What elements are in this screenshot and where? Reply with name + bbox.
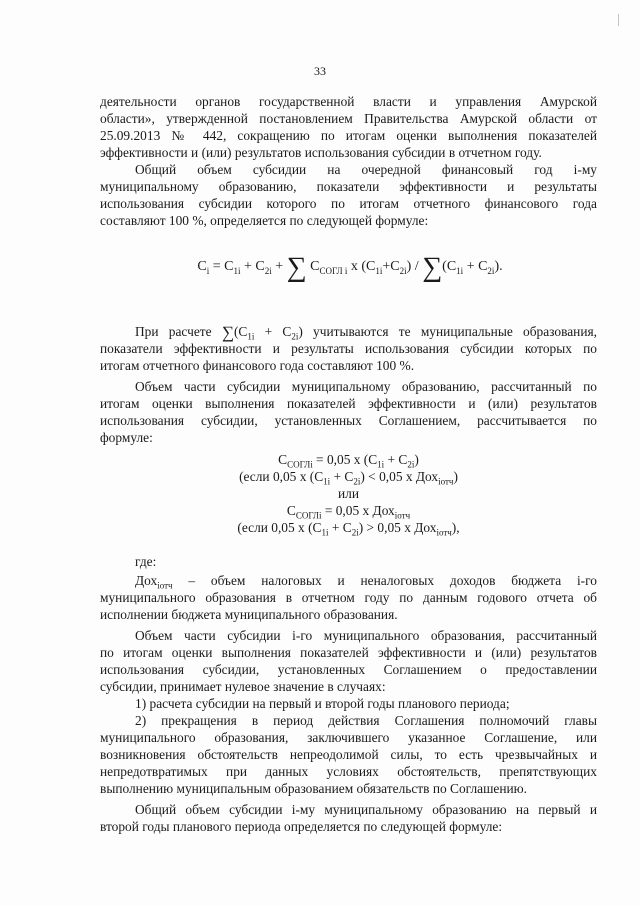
page-number: 33 [314, 64, 326, 78]
paragraph-line: муниципальному образованию, показатели эффективности и результаты [100, 179, 597, 194]
paragraph-line: муниципального образования, заключившего указанное Соглашение, или [100, 730, 597, 745]
list-item: 2) прекращения в период действия Соглашения полномочий главы [135, 713, 597, 728]
paragraph-line: 25.09.2013 № 442, сокращению по итогам оценки выполнения показателей [100, 128, 597, 143]
paragraph-line: показатели эффективности и результаты использования субсидии которых по [100, 341, 597, 356]
paragraph-line: использования субсидии, установленных Соглашением о предоставлении [100, 662, 597, 677]
paragraph-line: Общий объем субсидии на очередной финансовый год i-му [135, 162, 597, 177]
list-item: 1) расчета субсидии на первый и второй годы планового периода; [135, 696, 510, 711]
paragraph-line: использования субсидии, установленных Соглашением, рассчитывается по [100, 413, 597, 428]
formula-line: $C_{СОГЛi} = 0,05$ x Дох$_{iотч}$ [286, 503, 411, 521]
paragraph-line: Объем части субсидии i-го муниципального образования, рассчитанный [135, 628, 597, 643]
paragraph-line: составляют 100 %, определяется по следующей формуле: [100, 213, 429, 228]
paragraph-line: Дох$_{iотч}$ – объем налоговых и неналоговых доходов бюджета i-го [135, 573, 597, 591]
sigma-symbol: ∑ [221, 323, 234, 342]
paragraph-line: Объем части субсидии муниципальному образованию, рассчитанный по [135, 379, 597, 394]
paragraph-line: второй годы планового периода определяется по следующей формуле: [100, 819, 503, 834]
formula-line: (если 0,05 x $(C_{1i} + C_{2i}) < 0,05$ x Дох$_{iотч}$) [239, 469, 458, 487]
where-label: где: [135, 554, 157, 569]
paragraph-line: итогам оценки выполнения показателей эффективности и (или) результатов [100, 396, 597, 411]
paragraph-line: субсидии, принимает нулевое значение в случаях: [100, 679, 386, 694]
paragraph-line: выполнению муниципальным образованием обязательств по Соглашению. [100, 781, 528, 796]
scan-mark [618, 14, 619, 26]
paragraph-line: При расчете $\sum(C_{1i} + C_{2i})$ учитываются те муниципальные образования, [135, 323, 597, 342]
paragraph-line: эффективности и (или) результатов использования субсидии в отчетном году. [100, 145, 542, 160]
paragraph-line: муниципального образования в отчетном году по данным годового отчета об [100, 590, 597, 605]
paragraph-line: исполнении бюджета муниципального образования. [100, 607, 398, 622]
formula-line: $C_{СОГЛi} = 0,05$ x $(C_{1i} + C_{2i})$ [278, 452, 419, 470]
main-formula: $C_i = C_{1i} + C_{2i}$ + ∑ $C_{СОГЛ i}$ x $(C_{1i}+C_{2i}) / \sum(C_{1i} + C_{2i})$. [197, 252, 503, 283]
paragraph-line: деятельности органов государственной власти и управления Амурской [100, 94, 597, 109]
paragraph-line: по итогам оценки выполнения показателей эффективности и (или) результатов [100, 645, 597, 660]
paragraph-line: возникновения обстоятельств непреодолимой силы, то есть чрезвычайных и [100, 747, 597, 762]
sigma-symbol: ∑ [286, 252, 307, 283]
paragraph-line: использования субсидии которого по итогам отчетного финансового года [100, 196, 597, 211]
paragraph-line: области», утвержденной постановлением Правительства Амурской области от [100, 111, 597, 126]
formula-line: (если 0,05 x $(C_{1i} + C_{2i}) > 0,05$ x Дох$_{iотч}$), [237, 520, 460, 538]
paragraph-line: непредотвратимых при данных условиях обстоятельств, препятствующих [100, 764, 597, 779]
paragraph-line: Общий объем субсидии i-му муниципальному образованию на первый и [135, 802, 597, 817]
paragraph-line: итогам отчетного финансового года составляют 100 %. [100, 358, 415, 373]
sigma-symbol: ∑ [422, 252, 443, 283]
paragraph-line: формуле: [100, 430, 153, 445]
formula-or: или [337, 486, 359, 501]
